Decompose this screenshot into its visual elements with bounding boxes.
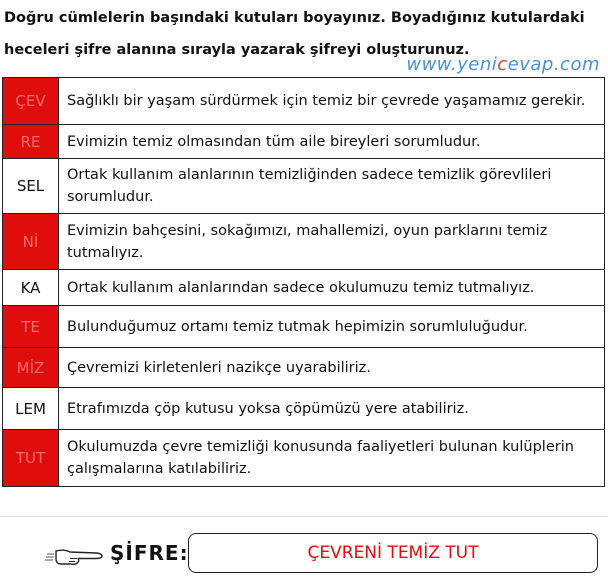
sentence-cell: Çevremizi kirletenleri nazikçe uyarabiliriz. — [59, 348, 605, 388]
syllable-box[interactable]: Nİ — [3, 214, 59, 270]
sentence-table — [2, 77, 605, 487]
syllable-box[interactable]: SEL — [3, 159, 59, 214]
instructions-line-1: Doğru cümlelerin başındaki kutuları boyayınız. Boyadığınız kutulardaki — [4, 10, 585, 26]
password-label: ŞİFRE: — [110, 541, 189, 565]
watermark-part-c: evap — [507, 54, 554, 75]
sentence-cell: Ortak kullanım alanlarından sadece okulumuzu temiz tutmalıyız. — [59, 270, 605, 306]
syllable-box[interactable]: RE — [3, 125, 59, 159]
table-row — [3, 214, 605, 270]
watermark-accent: c — [497, 54, 508, 75]
table-row — [3, 306, 605, 348]
watermark-prefix: www. — [406, 54, 458, 75]
table-row — [3, 388, 605, 430]
syllable-box[interactable]: KA — [3, 270, 59, 306]
watermark-part-a: yeni — [457, 54, 498, 75]
instructions-line-2: heceleri şifre alanına sırayla yazarak şifreyi oluşturunuz. — [4, 42, 470, 58]
syllable-box[interactable]: ÇEV — [3, 78, 59, 125]
table-row — [3, 430, 605, 487]
syllable-box[interactable]: TE — [3, 306, 59, 348]
sentence-cell: Ortak kullanım alanlarının temizliğinden sadece temizlik görevlileri sorumludur. — [59, 159, 605, 214]
table-row — [3, 125, 605, 159]
syllable-box[interactable]: TUT — [3, 430, 59, 487]
bottom-divider — [0, 516, 608, 517]
sentence-cell: Etrafımızda çöp kutusu yoksa çöpümüzü yere atabiliriz. — [59, 388, 605, 430]
watermark — [406, 54, 600, 75]
table-row — [3, 159, 605, 214]
sentence-cell: Okulumuzda çevre temizliği konusunda faaliyetleri bulunan kulüplerin çalışmalarına katılabiliriz. — [59, 430, 605, 487]
table-row — [3, 348, 605, 388]
syllable-box[interactable]: MİZ — [3, 348, 59, 388]
table-row — [3, 78, 605, 125]
pointing-hand-icon — [44, 545, 106, 569]
syllable-box[interactable]: LEM — [3, 388, 59, 430]
sentence-cell: Bulunduğumuz ortamı temiz tutmak hepimizin sorumluluğudur. — [59, 306, 605, 348]
watermark-suffix: .com — [553, 54, 600, 75]
sentence-cell: Sağlıklı bir yaşam sürdürmek için temiz bir çevrede yaşamamız gerekir. — [59, 78, 605, 125]
table-row — [3, 270, 605, 306]
password-answer: ÇEVRENİ TEMİZ TUT — [307, 543, 479, 563]
sentence-cell: Evimizin temiz olmasından tüm aile bireyleri sorumludur. — [59, 125, 605, 159]
password-answer-box[interactable] — [188, 533, 598, 573]
sentence-cell: Evimizin bahçesini, sokağımızı, mahallemizi, oyun parklarını temiz tutmalıyız. — [59, 214, 605, 270]
